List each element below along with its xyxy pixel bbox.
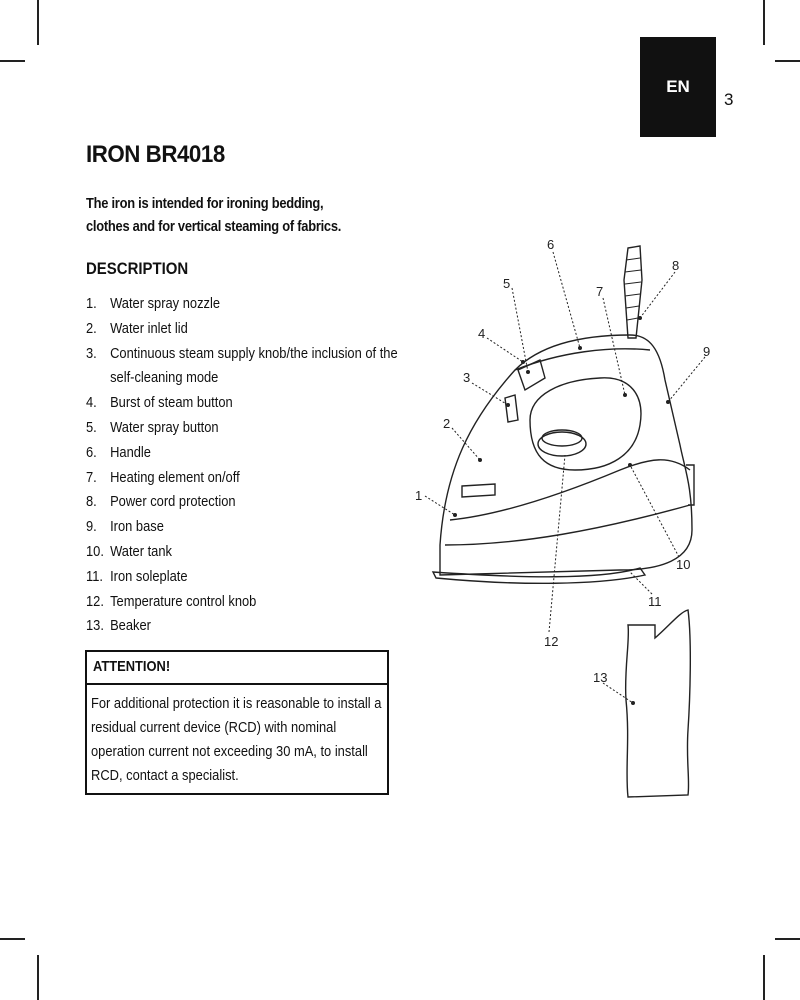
item-label: Iron soleplate [110, 567, 188, 585]
item-label: Power cord protection [110, 493, 236, 511]
callout-8: 8 [672, 258, 680, 273]
item-number: 11. [86, 567, 103, 585]
list-item [86, 391, 402, 416]
page-title: IRON BR4018 [86, 141, 225, 168]
callout-1: 1 [415, 488, 423, 503]
crop-mark-top-right-h [775, 60, 800, 62]
crop-mark-top-right-v [763, 0, 765, 45]
iron-body-outline [440, 335, 692, 575]
item-number: 1. [86, 295, 97, 312]
item-number: 2. [86, 319, 97, 337]
callout-labels [415, 237, 710, 685]
callout-2: 2 [443, 416, 451, 431]
callout-12: 12 [544, 634, 559, 649]
item-number: 3. [86, 344, 97, 362]
item-label: Burst of steam button [110, 394, 233, 412]
description-heading: DESCRIPTION [86, 259, 189, 278]
crop-mark-bottom-right-h [775, 938, 800, 940]
list-item [86, 292, 402, 317]
leader-dots [453, 316, 670, 705]
list-item [86, 540, 402, 565]
item-label: Water spray button [110, 418, 219, 436]
item-label: Water tank [110, 542, 172, 560]
list-item [86, 590, 402, 615]
item-number: 4. [86, 394, 97, 412]
item-label: Handle [110, 443, 151, 461]
callout-5: 5 [503, 276, 511, 291]
intro-text: The iron is intended for ironing bedding, clothes and for vertical steaming of fabrics. [86, 195, 342, 235]
item-number: 8. [86, 493, 97, 511]
iron-illustration [433, 246, 694, 797]
item-number: 12. [86, 592, 104, 610]
list-item [86, 565, 402, 590]
list-item [86, 317, 402, 342]
list-item [86, 515, 402, 540]
item-label: Continuous steam supply knob/the inclusion of the self-cleaning mode [110, 344, 398, 387]
list-item [86, 416, 402, 441]
callout-7: 7 [596, 284, 604, 299]
callout-13: 13 [593, 670, 608, 685]
attention-box [85, 650, 389, 795]
item-number: 6. [86, 443, 97, 461]
callout-10: 10 [676, 557, 691, 572]
steam-knob-shape [505, 395, 518, 422]
item-label: Iron base [110, 518, 164, 536]
item-number: 10. [86, 542, 104, 560]
item-number: 7. [86, 468, 97, 486]
callout-9: 9 [703, 344, 711, 359]
list-item [86, 441, 402, 466]
item-label: Water spray nozzle [110, 295, 221, 312]
item-number: 13. [86, 617, 104, 635]
crop-mark-bottom-right-v [763, 955, 765, 1000]
attention-title: ATTENTION! [93, 658, 171, 675]
attention-divider [87, 683, 387, 685]
item-label: Heating element on/off [110, 468, 240, 486]
beaker-shape [626, 610, 691, 797]
list-item [86, 466, 402, 491]
item-label: Temperature control knob [110, 592, 257, 610]
item-label: Water inlet lid [110, 319, 188, 337]
crop-mark-top-left-h [0, 60, 25, 62]
callout-11: 11 [648, 594, 662, 609]
item-number: 5. [86, 418, 97, 436]
item-number: 9. [86, 518, 97, 536]
parts-list [86, 292, 402, 639]
crop-mark-top-left-v [37, 0, 39, 45]
callout-6: 6 [547, 237, 555, 252]
language-tab: EN [640, 37, 716, 137]
list-item [86, 614, 402, 639]
page-number: 3 [724, 90, 734, 109]
crop-mark-bottom-left-h [0, 938, 25, 940]
item-label: Beaker [110, 617, 151, 635]
iron-diagram [400, 230, 800, 830]
callout-3: 3 [463, 370, 471, 385]
leader-lines [425, 252, 705, 703]
attention-body: For additional protection it is reasonable to install a residual current device (RCD) with nominal operation current not exceeding 30 mA, to install RCD, contact a specialist. [91, 695, 382, 784]
callout-4: 4 [478, 326, 486, 341]
temperature-knob-shape [538, 432, 586, 456]
list-item [86, 342, 402, 392]
crop-mark-bottom-left-v [37, 955, 39, 1000]
list-item [86, 490, 402, 515]
